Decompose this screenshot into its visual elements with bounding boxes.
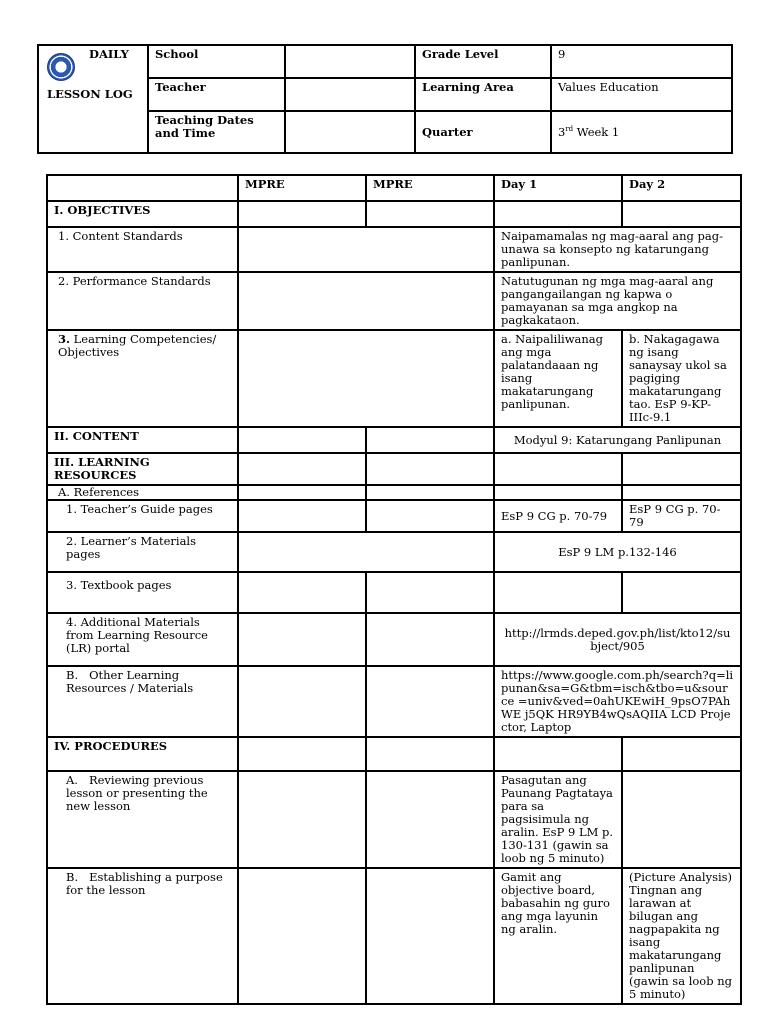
cell[interactable]	[238, 500, 366, 532]
quarter-suffix: rd	[565, 124, 574, 133]
content-value[interactable]: Modyul 9: Katarungang Panlipunan	[494, 427, 741, 453]
competencies-number: 3.	[58, 332, 71, 346]
school-label: School	[148, 45, 285, 78]
teachers-guide-label: 1. Teacher’s Guide pages	[47, 500, 238, 532]
establishing-purpose-label	[47, 868, 238, 1004]
cell[interactable]	[238, 427, 366, 453]
review-day-1[interactable]: Pasagutan ang Paunang Pagtataya para sa pagsisimula ng aralin. EsP 9 LM p. 130-131 (gawin sa loob ng 5 minuto)	[494, 771, 622, 868]
cell[interactable]	[366, 572, 494, 613]
column-header-day-1: Day 1	[494, 175, 622, 201]
cell[interactable]	[366, 485, 494, 500]
competencies-day-2[interactable]: b. Nakagagawa ng isang sanaysay ukol sa pagiging makatarungang tao. EsP 9-KP-IIIc-9.1	[622, 330, 741, 427]
school-value[interactable]	[285, 45, 415, 78]
cell[interactable]	[622, 771, 741, 868]
cell[interactable]	[366, 453, 494, 485]
cell[interactable]	[238, 201, 366, 227]
other-resources-text: Other Learning Resources / Materials	[66, 668, 194, 695]
teacher-label: Teacher	[148, 78, 285, 111]
competencies-day-1[interactable]: a. Naipaliliwanag ang mga palatandaaan ng isang makatarungang panlipunan.	[494, 330, 622, 427]
cell[interactable]	[238, 532, 494, 572]
cell[interactable]	[238, 771, 366, 868]
quarter-value[interactable]	[551, 111, 732, 153]
content-standards-value[interactable]: Naipamamalas ng mag-aaral ang pag-unawa sa konsepto ng katarungang panlipunan.	[494, 227, 741, 272]
cell[interactable]	[494, 453, 622, 485]
purpose-day-2[interactable]: (Picture Analysis) Tingnan ang larawan at bilugan ang nagpapakita ng isang makatarungang panlipunan (gawin sa loob ng 5 minuto)	[622, 868, 741, 1004]
cell[interactable]	[494, 737, 622, 771]
quarter-label: Quarter	[415, 111, 551, 153]
cell[interactable]	[494, 485, 622, 500]
other-resources-value[interactable]: https://www.google.com.ph/search?q=lipunan&sa=G&tbm=isch&tbo=u&source =univ&ved=0ahUKEwiH_9psO7PAhWE j5QK HR9YB4wQsAQIIA LCD Projector, Laptop	[494, 666, 741, 737]
quarter-week: Week 1	[573, 124, 620, 139]
column-header-mpre-2: MPRE	[366, 175, 494, 201]
lesson-log-title: LESSON LOG	[47, 87, 133, 101]
cell[interactable]	[238, 330, 494, 427]
daily-title: DAILY	[89, 47, 129, 61]
cell[interactable]	[622, 485, 741, 500]
grade-level-label: Grade Level	[415, 45, 551, 78]
quarter-number: 3	[558, 124, 566, 139]
cell[interactable]	[366, 666, 494, 737]
cell[interactable]	[622, 572, 741, 613]
learning-competencies-label	[47, 330, 238, 427]
other-resources-label	[47, 666, 238, 737]
cell[interactable]	[622, 201, 741, 227]
header-table	[37, 44, 733, 154]
cell[interactable]	[366, 427, 494, 453]
purpose-text: Establishing a purpose for the lesson	[66, 870, 223, 897]
cell[interactable]	[366, 500, 494, 532]
textbook-pages-label: 3. Textbook pages	[47, 572, 238, 613]
cell[interactable]	[238, 737, 366, 771]
performance-standards-value[interactable]: Natutugunan ng mga mag-aaral ang pangangailangan ng kapwa o pamayanan sa mga angkop na pagkakataon.	[494, 272, 741, 330]
review-letter: A.	[66, 773, 78, 787]
cell[interactable]	[494, 572, 622, 613]
additional-materials-label: 4. Additional Materials from Learning Resource (LR) portal	[47, 613, 238, 666]
lesson-log-table	[46, 174, 742, 1005]
teacher-value[interactable]	[285, 78, 415, 111]
teachers-guide-day-1[interactable]: EsP 9 CG p. 70-79	[494, 500, 622, 532]
teaching-dates-value[interactable]	[285, 111, 415, 153]
learning-area-value[interactable]: Values Education	[551, 78, 732, 111]
cell[interactable]	[494, 201, 622, 227]
cell[interactable]	[238, 868, 366, 1004]
competencies-text: Learning Competencies/ Objectives	[58, 332, 217, 359]
logo-cell	[38, 45, 148, 153]
performance-standards-label: 2. Performance Standards	[47, 272, 238, 330]
grade-level-value[interactable]: 9	[551, 45, 732, 78]
deped-seal-icon	[47, 53, 75, 81]
other-resources-letter: B.	[66, 668, 79, 682]
references-label: A. References	[47, 485, 238, 500]
section-objectives: I. OBJECTIVES	[47, 201, 238, 227]
cell[interactable]	[622, 737, 741, 771]
review-lesson-label	[47, 771, 238, 868]
teaching-dates-label: Teaching Dates and Time	[148, 111, 285, 153]
purpose-day-1[interactable]: Gamit ang objective board, babasahin ng guro ang mga layunin ng aralin.	[494, 868, 622, 1004]
cell[interactable]	[366, 868, 494, 1004]
teachers-guide-day-2[interactable]: EsP 9 CG p. 70-79	[622, 500, 741, 532]
cell[interactable]	[366, 613, 494, 666]
learners-materials-value[interactable]: EsP 9 LM p.132-146	[494, 532, 741, 572]
cell[interactable]	[238, 272, 494, 330]
cell[interactable]	[238, 485, 366, 500]
content-standards-label: 1. Content Standards	[47, 227, 238, 272]
cell[interactable]	[366, 737, 494, 771]
learning-area-label: Learning Area	[415, 78, 551, 111]
cell[interactable]	[238, 572, 366, 613]
learners-materials-label: 2. Learner’s Materials pages	[47, 532, 238, 572]
section-content: II. CONTENT	[47, 427, 238, 453]
cell[interactable]	[238, 453, 366, 485]
cell[interactable]	[238, 613, 366, 666]
cell[interactable]	[622, 453, 741, 485]
cell[interactable]	[238, 227, 494, 272]
cell[interactable]	[366, 201, 494, 227]
additional-materials-link[interactable]: http://lrmds.deped.gov.ph/list/kto12/subject/905	[494, 613, 741, 666]
column-header-mpre-1: MPRE	[238, 175, 366, 201]
section-learning-resources: III. LEARNING RESOURCES	[47, 453, 238, 485]
cell[interactable]	[366, 771, 494, 868]
cell[interactable]	[238, 666, 366, 737]
purpose-letter: B.	[66, 870, 79, 884]
review-text: Reviewing previous lesson or presenting the new lesson	[66, 773, 208, 813]
column-header-day-2: Day 2	[622, 175, 741, 201]
section-procedures: IV. PROCEDURES	[47, 737, 238, 771]
corner-cell	[47, 175, 238, 201]
